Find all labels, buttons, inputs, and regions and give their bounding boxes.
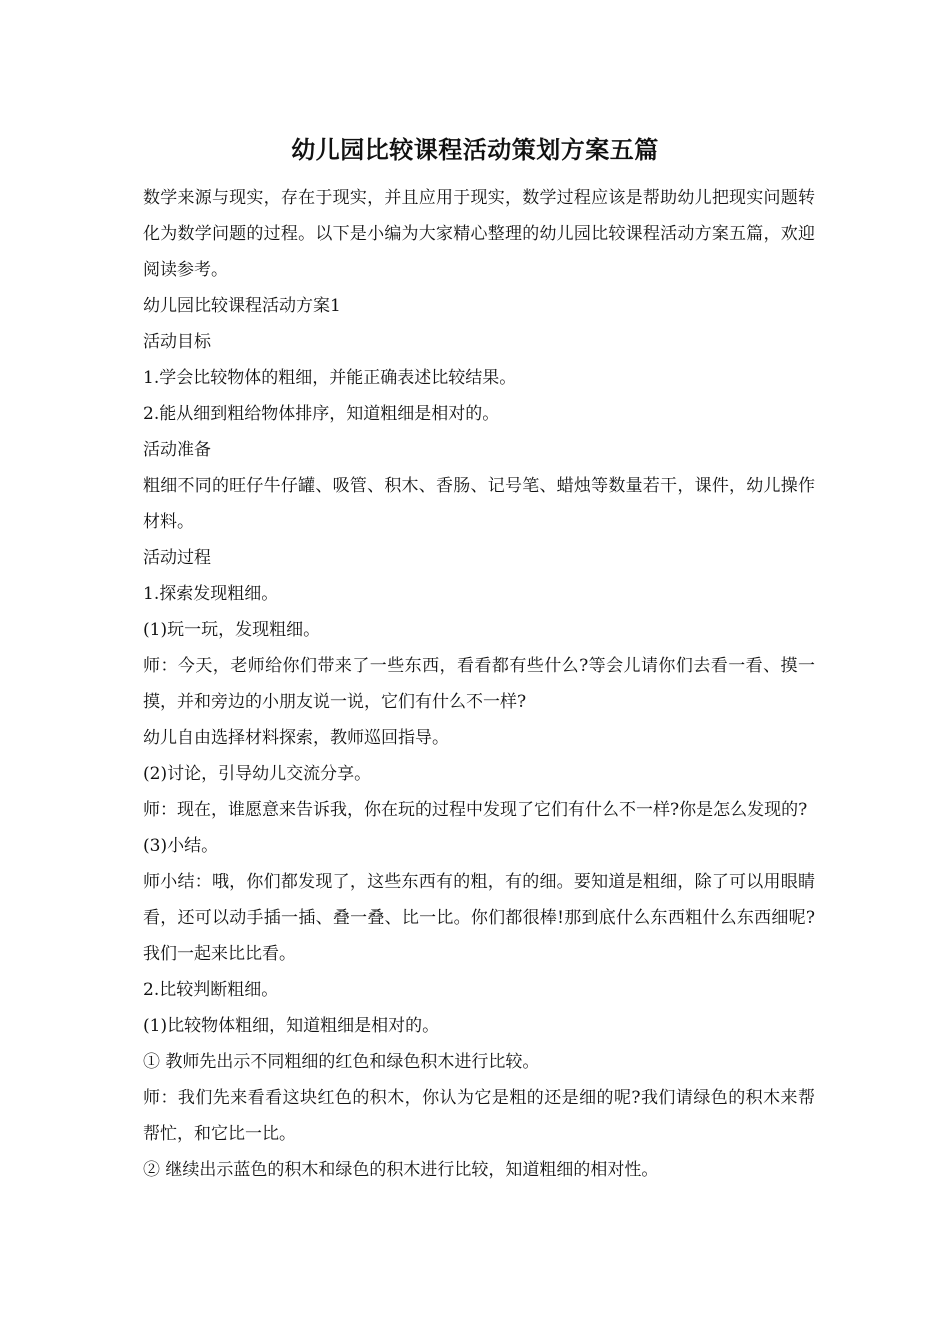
process-step: 1.探索发现粗细。 bbox=[143, 584, 279, 604]
dialogue-paragraph: 师：我们先来看看这块红色的积木，你认为它是粗的还是细的呢?我们请绿色的积木来帮帮忙，和它比一比。 bbox=[143, 1088, 815, 1144]
numbered-item: ② 继续出示蓝色的积木和绿色的积木进行比较，知道粗细的相对性。 bbox=[143, 1160, 659, 1180]
preparation-paragraph: 粗细不同的旺仔牛仔罐、吸管、积木、香肠、记号笔、蜡烛等数量若干，课件，幼儿操作材料。 bbox=[143, 476, 815, 532]
process-step: 2.比较判断粗细。 bbox=[143, 980, 279, 1000]
process-substep: (1)比较物体粗细，知道粗细是相对的。 bbox=[143, 1016, 440, 1036]
goal-item: 2.能从细到粗给物体排序，知道粗细是相对的。 bbox=[143, 404, 500, 424]
process-substep: (3)小结。 bbox=[143, 836, 219, 856]
dialogue-paragraph: 师小结：哦，你们都发现了，这些东西有的粗，有的细。要知道是粗细，除了可以用眼睛看，还可以动手插一插、叠一叠、比一比。你们都很棒!那到底什么东西粗什么东西细呢?我们一起来比比看。 bbox=[143, 872, 815, 964]
subheading-preparation: 活动准备 bbox=[143, 440, 211, 460]
subheading-process: 活动过程 bbox=[143, 548, 211, 568]
process-substep: (2)讨论，引导幼儿交流分享。 bbox=[143, 764, 372, 784]
numbered-item: ① 教师先出示不同粗细的红色和绿色积木进行比较。 bbox=[143, 1052, 540, 1072]
process-substep: (1)玩一玩，发现粗细。 bbox=[143, 620, 321, 640]
goal-item: 1.学会比较物体的粗细，并能正确表述比较结果。 bbox=[143, 368, 517, 388]
intro-paragraph: 数学来源与现实，存在于现实，并且应用于现实，数学过程应该是帮助幼儿把现实问题转化为数学问题的过程。以下是小编为大家精心整理的幼儿园比较课程活动方案五篇，欢迎阅读参考。 bbox=[143, 188, 815, 280]
document-body bbox=[143, 180, 815, 1188]
body-paragraph: 幼儿自由选择材料探索，教师巡回指导。 bbox=[143, 728, 449, 748]
section-heading: 幼儿园比较课程活动方案1 bbox=[143, 296, 341, 316]
subheading-goals: 活动目标 bbox=[143, 332, 211, 352]
dialogue-paragraph: 师：今天，老师给你们带来了一些东西，看看都有些什么?等会儿请你们去看一看、摸一摸，并和旁边的小朋友说一说，它们有什么不一样? bbox=[143, 656, 815, 712]
dialogue-paragraph: 师：现在，谁愿意来告诉我，你在玩的过程中发现了它们有什么不一样?你是怎么发现的? bbox=[143, 800, 808, 820]
document-title: 幼儿园比较课程活动策划方案五篇 bbox=[291, 135, 659, 164]
